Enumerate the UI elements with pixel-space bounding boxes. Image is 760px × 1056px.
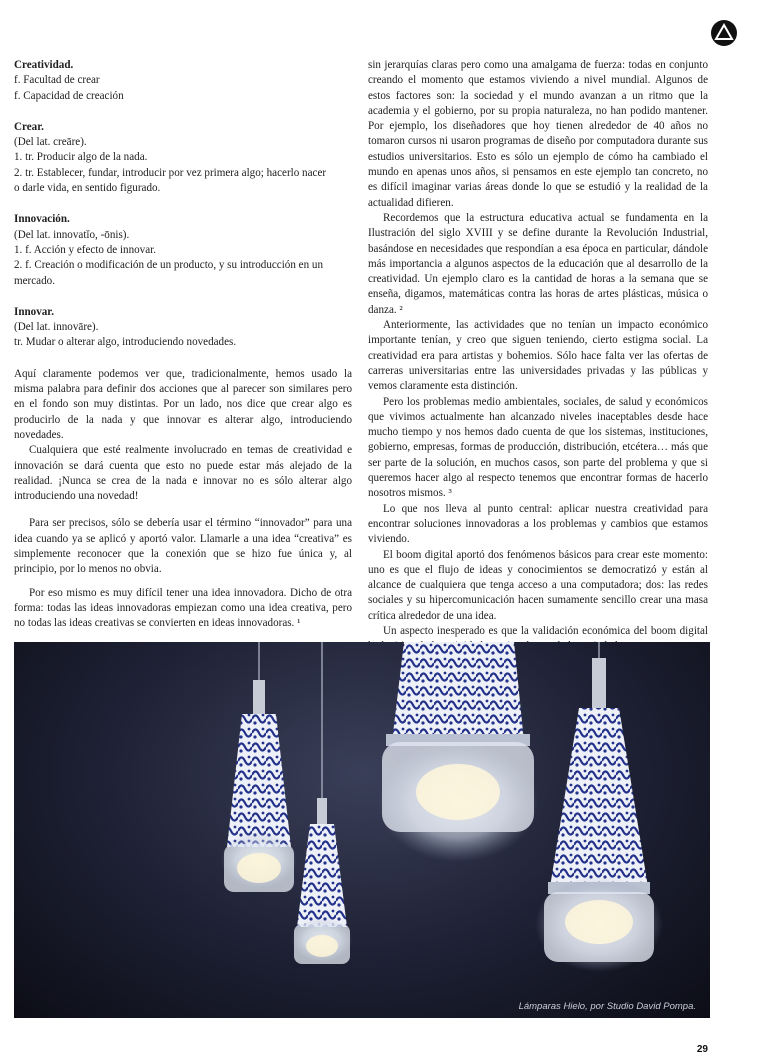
definition-innovacion [14,212,352,288]
definition-line: (Del lat. innovāre). [14,321,99,334]
definition-line: 2. f. Creación o modificación de un producto, y su introducción en un [14,259,324,272]
body-paragraph: Para ser precisos, sólo se debería usar el término “innovador” para una idea cuando ya se aplicó y aportó valor. Llamarle a una idea “creativa” es simplemente reconocer que la conexión que se hizo fue única y, al principio, por lo menos no obvia. [14,517,352,576]
lamp-middle [292,798,352,964]
definition-creatividad [14,58,352,104]
body-paragraph: Recordemos que la estructura educativa actual se fundamenta en la Ilustración del siglo XVIII y se define durante la Revolución Industrial, basándose en necesidades que respondían a esa época en particular, dándole más importancia a algunos aspectos de la educación que al desarrollo de la creatividad. Un ejemplo claro es la cantidad de horas a la semana que se enseña, digamos, matemáticas contra las horas de artes plásticas, música o danza. ² [368,211,708,316]
definition-line: 2. tr. Establecer, fundar, introducir por vez primera algo; hacerlo nacer [14,166,327,179]
body-paragraph: Por eso mismo es muy difícil tener una idea innovadora. Dicho de otra forma: todas las ideas innovadoras empiezan como una idea creativa, pero no todas las ideas creativas se convierten en ideas innovadoras. ¹ [14,586,352,630]
definition-line: 1. f. Acción y efecto de innovar. [14,243,157,256]
definition-line: mercado. [14,274,55,287]
triangle-nav-icon[interactable] [711,20,737,46]
right-column [368,58,708,655]
body-paragraph: Lo que nos lleva al punto central: aplicar nuestra creatividad para encontrar soluciones innovadoras a los problemas y cambios que estamos viviendo. [368,502,708,546]
definition-line: o darle vida, en sentido figurado. [14,182,161,195]
definition-line: 1. tr. Producir algo de la nada. [14,151,148,164]
body-paragraph: Cualquiera que esté realmente involucrado en temas de creatividad e innovación se dará cuenta que esto no puede estar más alejado de la realidad. ¡Nunca se crea de la nada e innovar no es sólo alterar algo introduciendo una novedad! [14,444,352,503]
photo-caption: Lámparas Hielo, por Studio David Pompa. [518,1001,696,1012]
lamp-right [535,658,663,972]
term-heading: Innovación. [14,213,70,226]
page-number: 29 [696,1044,708,1055]
body-paragraph: Un aspecto inesperado es que la validación económica del boom digital [383,624,708,637]
body-paragraph: Pero los problemas medio ambientales, sociales, de salud y económicos que vivimos actualmente han alcanzado niveles inaceptables desde hace mucho tiempo y nos hemos dado cuenta de que los sistemas, instituciones, gobierno, empresas, formas de producción, distribución, etcétera… más que ser parte de la solución, en muchos casos, son parte del problema y que si queremos hacer algo al respecto tenemos que encontrar formas de hacerlo nosotros mismos. ³ [368,395,708,500]
definition-line: (Del lat. creāre). [14,136,87,149]
definition-line: (Del lat. innovatĭo, -ōnis). [14,228,130,241]
body-paragraph: Aquí claramente podemos ver que, tradicionalmente, hemos usado la misma palabra para definir dos acciones que al parecer son similares pero en el fondo son muy distintas. Por un lado, nos dice que crear algo es producirlo de la nada y que innovar es alterar algo, introduciendo novedades. [14,367,352,441]
lamp-top-center [378,642,538,862]
body-paragraph: Anteriormente, las actividades que no tenían un impacto económico importante tenían, y creo que siguen teniendo, cierto estigma social. La creatividad era para artistas y bohemios. Sólo hace falta ver las ofertas de carreras universitarias entre las universidades privadas y las públicas y vemos claramente esta distinción. [368,319,708,393]
body-paragraph: sin jerarquías claras pero como una amalgama de fuerza: todas en conjunto creando el momento que estamos viviendo a nivel mundial. Algunos de estos factores son: la sociedad y el mundo avanzan a un ritmo que la academia y el gobierno, por su propia naturaleza, no han podido mantener. Por ejemplo, los diseñadores que hoy tienen alrededor de 40 años no tomaron cursos ni usaron programas de diseño por computadora durante sus estudios universitarios. Esto es sólo un ejemplo de cómo ha cambiado el mundo en apenas unos años, si pensamos en este ejemplo tan concreto, no es difícil imaginar varias áreas donde lo que se estudió y la realidad de la actualidad difieren. [368,59,708,209]
term-heading: Creatividad. [14,59,74,71]
lamp-left [221,680,297,892]
definition-line: tr. Mudar o alterar algo, introduciendo novedades. [14,336,237,349]
definition-crear [14,120,352,196]
definition-innovar [14,305,352,351]
term-heading: Crear. [14,120,44,133]
definition-line: f. Capacidad de creación [14,89,124,102]
left-column [14,58,352,685]
term-heading: Innovar. [14,305,54,318]
definition-line: f. Facultad de crear [14,74,100,87]
lamps-photo [14,642,710,1018]
body-paragraph: El boom digital aportó dos fenómenos básicos para crear este momento: uno es que el flujo de ideas y conocimientos se democratizó y están al alcance de cualquiera que tenga acceso a una computadora; dos: las redes sociales y su hipercomunicación hacen sumamente sencillo crear una masa crítica alrededor de una idea. [368,548,708,622]
